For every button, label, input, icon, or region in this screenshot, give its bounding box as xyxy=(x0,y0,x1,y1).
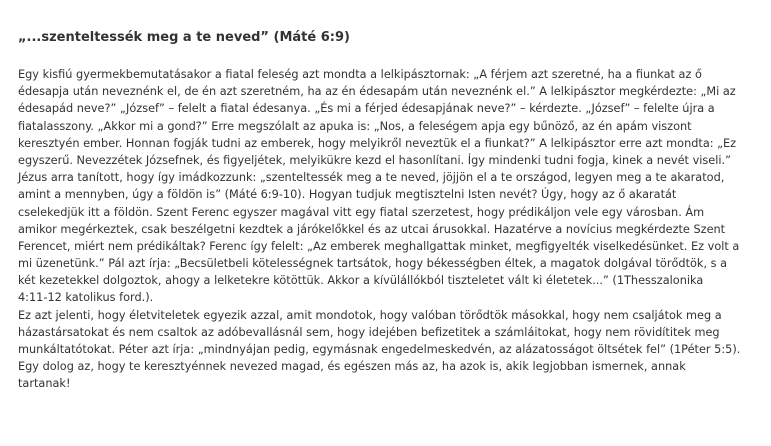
text-line: Ferencet, miért nem prédikáltak? Ferenc így felelt: „Az emberek meghallgattak minket, megfigyelték viselkedésünket. Ez volt a xyxy=(18,239,740,253)
paragraph-1 xyxy=(18,66,757,307)
text-line: édesapja után neveznénk el, de én azt szeretném, ha az én édesapám után neveznénk el.” A lelkipásztor megkérdezte: „Mi az xyxy=(18,85,736,99)
text-line: fiatalasszony. „Akkor mi a gond?” Erre megszólalt az apuka is: „Nos, a feleségem apja egy bűnöző, az én apám viszont xyxy=(18,119,692,133)
text-line: házastársatokat és nem csaltok az adóbevallásnál sem, hogy idejében befizetitek a számláitokat, hogy nem rövidítitek meg xyxy=(18,325,720,339)
text-line: munkáltatótokat. Péter azt írja: „mindnyájan pedig, egymásnak engedelmeskedvén, az alázatosságot öltsétek fel” (1Péter 5:5). xyxy=(18,343,741,356)
text-line: egyszerű. Nevezzétek Józsefnek, és figyeljétek, melyikükre kezd el hasonlítani. Így mindenki tudni fogja, kinek a nevét viseli.” xyxy=(18,153,731,167)
text-line: mi üzenetünk.” Pál azt írja: „Becsületbeli kötelességnek tartsátok, hogy békességben éltek, a magatok dolgával törődtök, s a xyxy=(18,257,728,271)
text-line: Egy kisfiú gyermekbemutatásakor a fiatal feleség azt mondta a lelkipásztornak: „A férjem azt szeretné, ha a fiunkat az ő xyxy=(18,68,702,81)
text-line: Ez azt jelenti, hogy életviteletek egyezik azzal, amit mondotok, hogy valóban törődtök másokkal, hogy nem csaljátok meg a xyxy=(18,308,722,322)
text-line: édesapád neve?” „József” – felelt a fiatal édesanya. „És mi a férjed édesapjának neve?” – kérdezte. „József” – felelte újra a xyxy=(18,102,715,116)
text-line: amikor megérkeztek, csak beszélgetni kezdtek a járókelőkkel és az utcai árusokkal. Hazatérve a novícius megkérdezte Szent xyxy=(18,222,726,236)
text-line: amint a mennyben, úgy a földön is” (Máté 6:9-10). Hogyan tudjuk megtisztelni Isten nevét? Úgy, hogy az ő akaratát xyxy=(18,188,677,202)
text-line: tartanak! xyxy=(18,377,71,391)
article-title: „...szenteltessék meg a te neved” (Máté 6:9) xyxy=(18,30,350,45)
text-line: Egy dolog az, hogy te keresztyénnek nevezed magad, és egészen más az, ha azok is, akik legjobban ismernek, annak xyxy=(18,360,686,374)
paragraph-2 xyxy=(18,307,757,393)
text-line: két kezetekkel dolgoztok, ahogy a lelketekre kötöttük. Akkor a kívülállókból tiszteletet vált ki életetek...” (1Thesszalonika xyxy=(18,274,704,288)
text-line: keresztyén ember. Honnan fogják tudni az emberek, hogy melyikről neveztük el a fiunkat?” A lelkipásztor erre azt mondta: „Ez xyxy=(18,136,737,150)
text-line: cselekedjük itt a földön. Szent Ferenc egyszer magával vitt egy fiatal szerzetest, hogy prédikáljon vele egy városban. Ám xyxy=(18,205,705,219)
text-line: 4:11-12 katolikus ford.). xyxy=(18,291,154,305)
text-line: Jézus arra tanított, hogy így imádkozzunk: „szenteltessék meg a te neved, jöjjön el a te országod, legyen meg a te akaratod, xyxy=(18,171,725,185)
